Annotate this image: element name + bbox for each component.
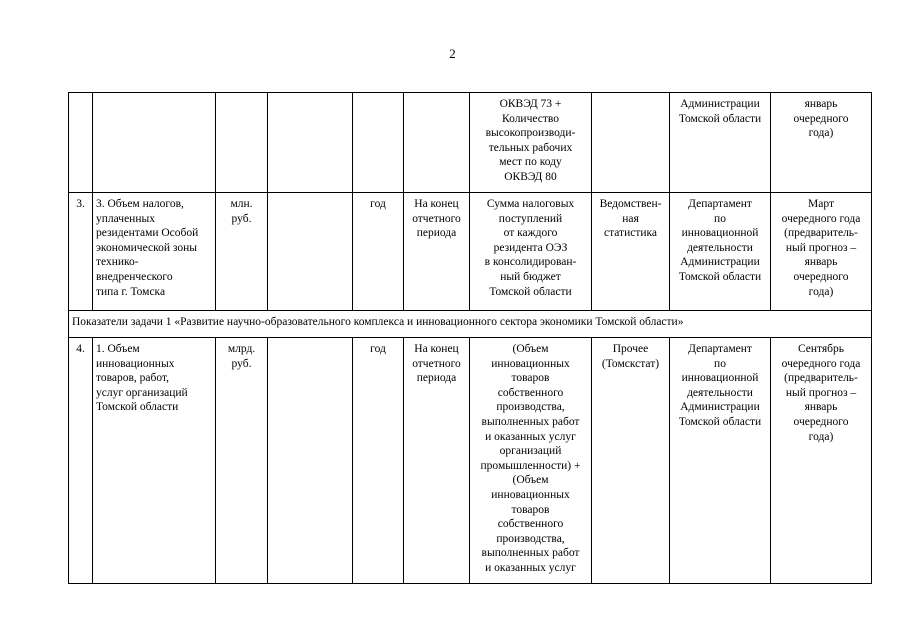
- section-row: [69, 311, 872, 338]
- cell-text-line: Томской области: [678, 112, 762, 125]
- cell-text-line: организаций: [499, 445, 562, 458]
- cell-date: [404, 93, 470, 193]
- cell-text-line: товаров, работ,: [96, 372, 170, 385]
- cell-text-line: деятельности: [687, 241, 753, 254]
- cell-text-line: Томской области: [678, 270, 762, 283]
- cell-responsible: [670, 338, 771, 584]
- cell-method: [470, 93, 592, 193]
- cell-text-line: года): [808, 430, 834, 443]
- cell-text-line: периода: [416, 372, 457, 385]
- cell-period: год: [353, 338, 404, 584]
- cell-number: 3.: [69, 193, 93, 311]
- cell-text-line: года): [808, 127, 834, 140]
- cell-text-line: ный прогноз –: [785, 386, 857, 399]
- cell-text-line: резидентами Особой: [96, 227, 199, 240]
- cell-period: год: [353, 193, 404, 311]
- cell-text-line: руб.: [231, 212, 252, 225]
- cell-text-line: и оказанных услуг: [485, 561, 576, 574]
- cell-empty: [268, 338, 353, 584]
- cell-text-line: Ведомствен-: [599, 198, 662, 210]
- cell-text-line: Томской области: [489, 285, 572, 298]
- table-row: [69, 338, 872, 584]
- cell-text-line: промышленности) +: [480, 459, 581, 472]
- page-number: 2: [449, 46, 456, 61]
- cell-text-line: Департамент: [688, 343, 752, 355]
- cell-indicator-name: [93, 193, 216, 311]
- cell-text-line: инновационной: [681, 372, 759, 385]
- cell-text-line: Март: [808, 198, 834, 210]
- table-row: [69, 193, 872, 311]
- cell-unit: [216, 193, 268, 311]
- cell-text-line: услуг организаций: [96, 386, 188, 399]
- cell-text-line: (Томскстат): [601, 357, 660, 370]
- cell-text-line: млрд.: [227, 343, 256, 355]
- cell-period: [353, 93, 404, 193]
- cell-text-line: На конец: [414, 343, 459, 355]
- cell-deadline: [771, 193, 872, 311]
- cell-responsible: [670, 93, 771, 193]
- cell-text-line: инновационных: [96, 357, 175, 370]
- cell-method: [470, 193, 592, 311]
- indicators-table: [68, 92, 872, 584]
- cell-text-line: по: [714, 212, 726, 225]
- cell-text-line: На конец: [414, 198, 459, 210]
- cell-text-line: типа г. Томска: [96, 285, 166, 298]
- cell-number: [69, 93, 93, 193]
- cell-text-line: ный прогноз –: [785, 241, 857, 254]
- cell-source: [592, 193, 670, 311]
- cell-text-line: ный бюджет: [500, 270, 561, 283]
- cell-text-line: производства,: [496, 401, 565, 414]
- cell-text-line: ОКВЭД 80: [504, 170, 557, 183]
- cell-text-line: деятельности: [687, 386, 753, 399]
- cell-number: 4.: [69, 338, 93, 584]
- cell-text-line: Администрации: [680, 98, 760, 110]
- cell-text-line: по: [714, 357, 726, 370]
- cell-method: [470, 338, 592, 584]
- cell-text-line: Департамент: [688, 198, 752, 210]
- cell-text-line: очередного года: [781, 212, 861, 225]
- cell-deadline: [771, 93, 872, 193]
- cell-text-line: очередного: [793, 415, 849, 428]
- cell-source: [592, 338, 670, 584]
- cell-text-line: и оказанных услуг: [485, 430, 576, 443]
- cell-text-line: Сумма налоговых: [486, 198, 575, 210]
- cell-text-line: от каждого: [503, 227, 558, 240]
- section-heading: Показатели задачи 1 «Развитие научно-образовательного комплекса и инновационного сектора экономики Томской области»: [69, 311, 872, 338]
- cell-text-line: очередного: [793, 112, 849, 125]
- cell-text-line: инновационных: [491, 357, 570, 370]
- cell-responsible: [670, 193, 771, 311]
- cell-text-line: инновационной: [681, 227, 759, 240]
- cell-unit: [216, 93, 268, 193]
- cell-text-line: Томской области: [96, 401, 179, 414]
- cell-text-line: внедренческого: [96, 270, 173, 283]
- cell-text-line: периода: [416, 227, 457, 240]
- cell-text-line: Сентябрь: [797, 343, 845, 355]
- cell-text-line: 1. Объем: [96, 343, 140, 355]
- cell-text-line: руб.: [231, 357, 252, 370]
- cell-text-line: товаров: [511, 503, 550, 516]
- cell-text-line: собственного: [497, 518, 564, 531]
- cell-text-line: экономической зоны: [96, 241, 197, 254]
- cell-source: [592, 93, 670, 193]
- cell-indicator-name: [93, 93, 216, 193]
- cell-text-line: ОКВЭД 73 +: [499, 98, 562, 110]
- cell-text-line: уплаченных: [96, 212, 155, 225]
- cell-text-line: Томской области: [678, 415, 762, 428]
- cell-empty: [268, 193, 353, 311]
- cell-text-line: Количество: [502, 112, 559, 125]
- cell-indicator-name: [93, 338, 216, 584]
- cell-empty: [268, 93, 353, 193]
- cell-text-line: очередного года: [781, 357, 861, 370]
- cell-date: [404, 338, 470, 584]
- cell-text-line: мест по коду: [499, 156, 562, 169]
- cell-text-line: резидента ОЭЗ: [493, 241, 568, 254]
- cell-text-line: высокопроизводи-: [485, 127, 576, 140]
- cell-text-line: (Объем: [512, 343, 549, 355]
- cell-date: [404, 193, 470, 311]
- cell-text-line: года): [808, 285, 834, 298]
- cell-text-line: товаров: [511, 372, 550, 385]
- cell-text-line: производства,: [496, 532, 565, 545]
- cell-text-line: Администрации: [680, 256, 760, 269]
- cell-text-line: тельных рабочих: [488, 141, 573, 154]
- cell-text-line: ная: [622, 212, 639, 225]
- cell-unit: [216, 338, 268, 584]
- cell-text-line: инновационных: [491, 488, 570, 501]
- cell-text-line: технико-: [96, 256, 139, 269]
- cell-text-line: отчетного: [412, 212, 461, 225]
- cell-text-line: выполненных работ: [481, 415, 580, 428]
- cell-text-line: очередного: [793, 270, 849, 283]
- cell-text-line: в консолидирован-: [484, 256, 577, 269]
- cell-text-line: (предваритель-: [784, 372, 858, 385]
- cell-text-line: Администрации: [680, 401, 760, 414]
- cell-text-line: январь: [804, 256, 838, 269]
- cell-deadline: [771, 338, 872, 584]
- cell-text-line: поступлений: [498, 212, 563, 225]
- cell-text-line: январь: [804, 401, 838, 414]
- cell-text-line: 3. Объем налогов,: [96, 198, 184, 210]
- table-row: [69, 93, 872, 193]
- cell-text-line: выполненных работ: [481, 547, 580, 560]
- cell-text-line: Прочее: [612, 343, 649, 355]
- cell-text-line: отчетного: [412, 357, 461, 370]
- cell-text-line: млн.: [230, 198, 253, 210]
- cell-text-line: собственного: [497, 386, 564, 399]
- cell-text-line: (Объем: [512, 474, 549, 487]
- cell-text-line: статистика: [603, 227, 658, 240]
- cell-text-line: январь: [804, 98, 838, 110]
- cell-text-line: (предваритель-: [784, 227, 858, 240]
